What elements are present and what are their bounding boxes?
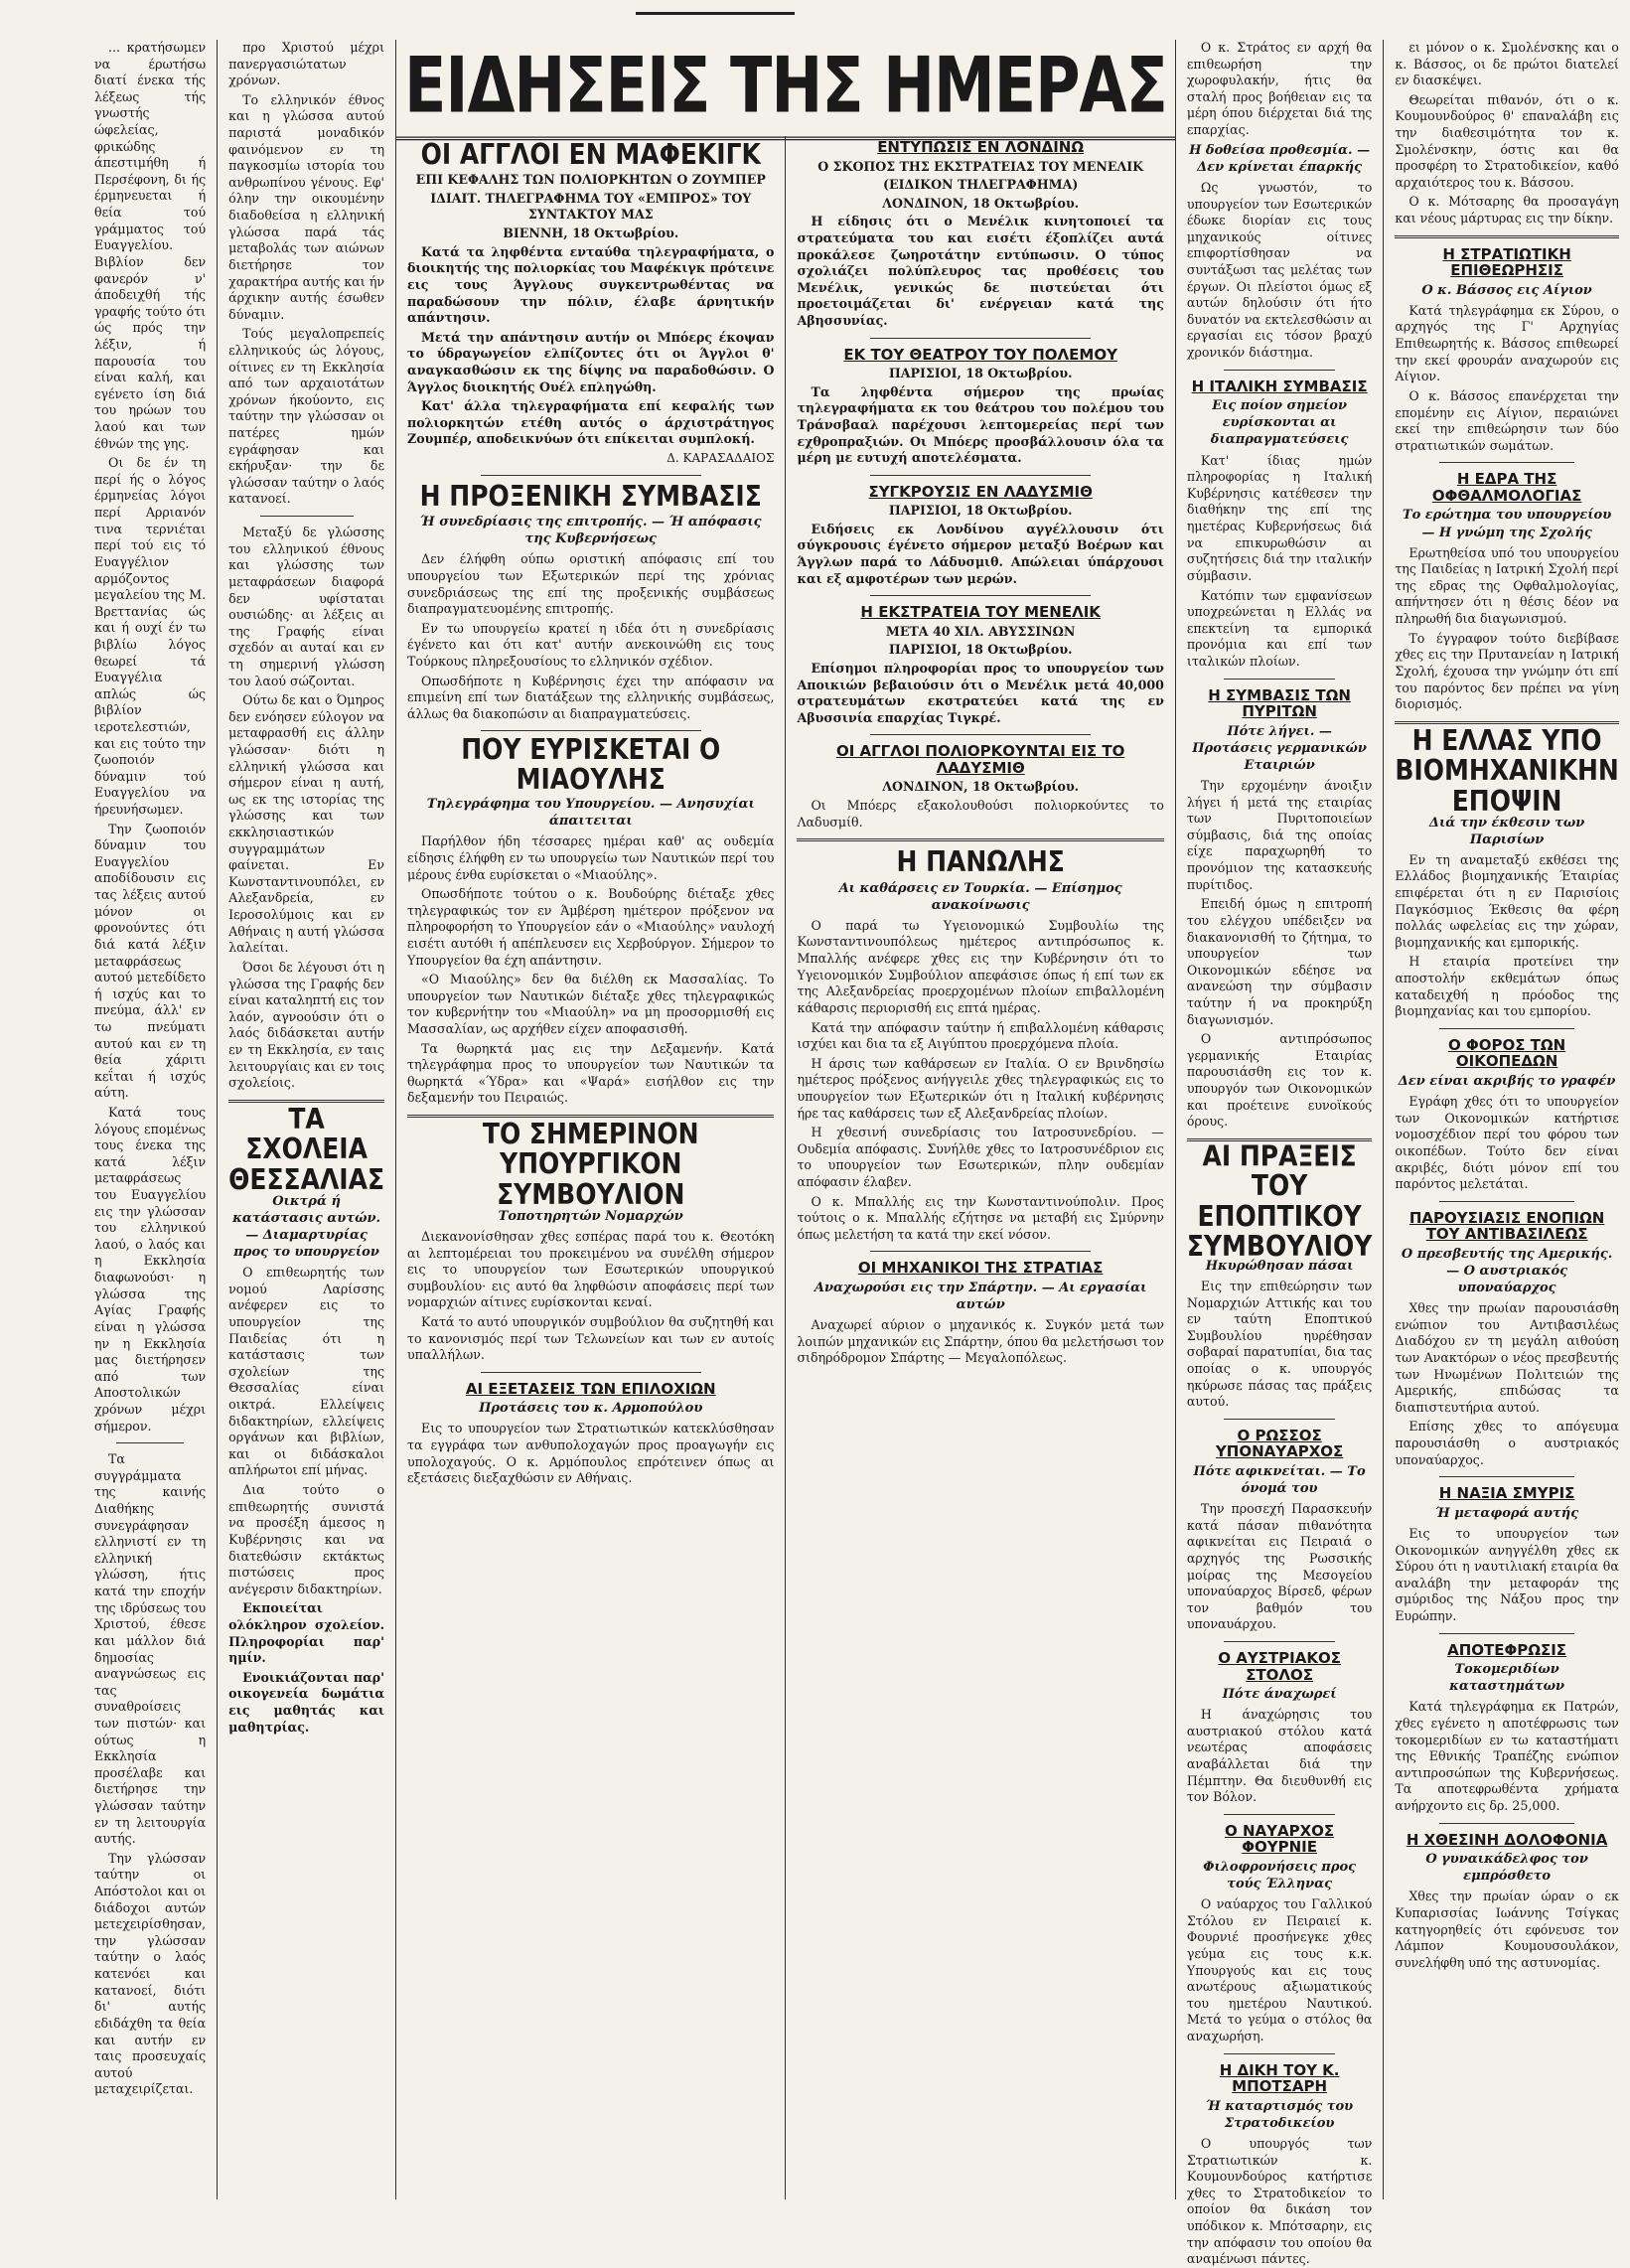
- navarch-heading: Ο ΝΑΥΑΡΧΟΣ ΦΟΥΡΝΙΕ: [1225, 1821, 1335, 1857]
- article-paragraph: Ως γνωστόν, το υπουργείον των Εσωτερικών έδωκε διορίαν εις τους μηχανικούς οίτινες επιφορτίσθησαν να συντάξωσι τας μελέτας των έργων. Οι πλείστοι όμως εξ αυτών δηλούσιν ότι ήτο δυνατόν να εκτελεσθώσιν αι εργασίαι εις τόσον βραχύ χρονικόν διάστημα.: [1186, 179, 1373, 361]
- councils-heading: ΑΙ ΠΡΑΞΕΙΣ ΤΟΥ ΕΠΟΠΤΙΚΟΥ ΣΥΜΒΟΥΛΙΟΥ: [1186, 1138, 1373, 1263]
- council-heading: ΤΟ ΣΗΜΕΡΙΝΟΝ ΥΠΟΥΡΓΙΚΟΝ ΣΥΜΒΟΥΛΙΟΝ: [482, 1117, 699, 1211]
- divider: [870, 338, 1091, 339]
- article-paragraph: Η άναχώρησις του αυστριακού στόλου κατά νεωτέρας αποφάσεις αναβάλλεται διά την Πέμπτην. Θα διευθυνθή εις τον Βόλον.: [1186, 1707, 1373, 1805]
- murder-heading: Η ΧΘΕΣΙΝΗ ΔΟΛΟΦΟΝΙΑ: [1406, 1830, 1608, 1849]
- menelik-heading: Η ΕΚΣΤΡΑΤΕΙΑ ΤΟΥ ΜΕΝΕΛΙΚ: [860, 603, 1101, 622]
- article-paragraph: Ο υπουργός των Στρατιωτικών κ. Κουμουνδούρος κατήρτισε χθες το Στρατοδικείον το οποίον θα δικάση τον υπόδικον κ. Μπότσαρην, εις την απόφασιν του οποίου θα αναμένωσι πάντες.: [1186, 2135, 1373, 2267]
- article-paragraph: Εγράφη χθες ότι το υπουργείον των Οικονομικών κατήρτισε νομοσχέδιον περί του φόρου των οικοπέδων. Τούτο δεν είναι ακριβές, διότι μόνον επί του παρόντος μελετάται.: [1395, 1094, 1619, 1192]
- proxeniki-subheading: Ή συνεδρίασις της επιτροπής. — Ή απόφασις της Κυβερνήσεως: [419, 515, 762, 547]
- naxos-heading: Η ΝΑΞΙΑ ΣΜΥΡΙΣ: [1438, 1484, 1575, 1503]
- london-heading: ΕΝΤΥΠΩΣΙΣ ΕΝ ΛΟΝΔΙΝΩ: [877, 138, 1085, 156]
- article-paragraph: Δεν έλήφθη ούπω οριστική απόφασις επί του υπουργείου των Εξωτερικών περί της χρόνιας συνεδριάσεως της επί της προξενικής συμβάσεως διαπραγματευομένης επιτροπής.: [407, 551, 775, 617]
- article-paragraph: Όσοι δε λέγουσι ότι η γλώσσα της Γραφής δεν είναι καταληπτή εις τον λαόν, αγνοούσιν ότι ο λαός διδάσκεται αυτήν εν τη Εκκλησία, εν ταις λειτουργίαις και εν τοις σχολείοις.: [228, 959, 385, 1091]
- article-paragraph: Εν τω υπουργείω κρατεί η ιδέα ότι η συνεδρίασις έγένετο και ότι κατ' αυτήν ανεκοινώθη εις τους Τούρκους πληρεξουσίους το ελληνικόν σχέδιον.: [407, 620, 775, 670]
- article-paragraph: Χθες την πρωίαν παρουσιάσθη ενώπιον του Αντιβασιλέως Διαδόχου εν τη μεγάλη αιθούση των Ανακτόρων ο νέος πρεσβευτής των Ηνωμένων Πολιτειών της Αμερικής, επιδώσας τα διαπιστευτήρια αυτού.: [1395, 1300, 1619, 1415]
- article-paragraph: Μετά την απάντησιν αυτήν οι Μπόερς έκοψαν το ύδραγωγείον ελπίζοντες ότι οι Άγγλοι θ' αναγκασθώσιν εκ της δίψης να παραδοθώσιν. Ο Άγγλος διοικητής Ουέλ επληγώθη.: [407, 329, 775, 394]
- tax-heading: Ο ΦΟΡΟΣ ΤΩΝ ΟΙΚΟΠΕΔΩΝ: [1447, 1035, 1566, 1071]
- article-paragraph: Χθες την πρωίαν ώραν ο εκ Κυπαρισσίας Ιωάννης Τσίγκας κατηγορηθείς ότι εφόνευσε τον Λάμπον Κουμουσουλάκον, συνελήφθη υπό της αστυνομίας.: [1395, 1889, 1619, 1970]
- article-paragraph: Κατ' άλλα τηλεγραφήματα επί κεφαλής των πολιορκητών ετέθη αυτός ο άρχιστράτηγος Ζουμπέρ, αποδεικνύων ότι επίκειται συμπλοκή.: [407, 398, 775, 447]
- column-2: [218, 40, 396, 2199]
- article-paragraph: Οι δε έν τη περί ής ο λόγος έρμηνείας λόγοι περί Αρριανόν τινα τερνιέται περί τού εις τό Ευαγγέλιον αρμόζοντος μεγαλείου της Μ. Βρεττανίας ώς και ή ουχί έν τω βιβλίω λόγος θεωρεί τά Ευαγγέλια απλώς ώς βιβλίον ιεροτελεστιών, και εις τούτο την ζωοποιόν δύναμιν τού Ευαγγελίου να ήρευνήσωμεν.: [94, 455, 207, 818]
- article-paragraph: Ειδήσεις εκ Λονδίνου αγγέλλουσιν ότι σύγκρουσις έγένετο σήμερον μεταξύ Βοέρων και Άγγλων παρά το Λάδυσμιθ. Απώλειαι ύπάρχουσι και εξ αμφοτέρων των μερών.: [797, 521, 1164, 586]
- dateline: ΒΙΕΝΝΗ, 18 Οκτωβρίου.: [503, 226, 679, 241]
- proxeniki-heading: Η ΠΡΟΞΕΝΙΚΗ ΣΥΜΒΑΣΙΣ: [419, 479, 762, 513]
- classified-ad: Εκποιείται ολόκληρον σχολείον. Πληροφορίαι παρ' ημίν.: [228, 1600, 385, 1666]
- article-paragraph: Η άρσις των καθάρσεων εν Ιταλία. Ο εν Βρινδησίω ημέτερος πρόξενος ανήγγειλε χθες τηλεγραφικώς εις το υπουργείον των Εξωτερικών ότι η Ιταλική κυβέρνησις ήρε τας καθάρσεις των εξ Αλεξανδρείας πλοίων.: [797, 1055, 1164, 1121]
- article-paragraph: Αναχωρεί αύριον ο μηχανικός κ. Συγκόν μετά των λοιπών μηχανικών εις Σπάρτην, όπου θα μελετήσωσι τον σιδηρόδρομον Σπάρτης — Μεγαλοπόλεως.: [797, 1317, 1164, 1366]
- column-1: [83, 40, 218, 2199]
- divider: [481, 1372, 701, 1373]
- dateline: ΠΑΡΙΣΙΟΙ, 18 Οκτωβρίου.: [888, 366, 1073, 381]
- mafeking-heading: ΟΙ ΑΓΓΛΟΙ ΕΝ ΜΑΦΕΚΙΓΚ: [420, 137, 761, 172]
- article-paragraph: προ Χριστού μέχρι πανεργασιώτατων χρόνων.: [228, 40, 385, 88]
- trial-subheading: Ή καταρτισμός του Στρατοδικείου: [1206, 2098, 1354, 2131]
- article-paragraph: Η εταιρία προτείνει την αποστολήν εκθεμάτων όπως καταδειχθή η πρόοδος της βιομηχανίας και του εμπορίου.: [1395, 954, 1619, 1019]
- powder-heading: Η ΣΥΜΒΑΣΙΣ ΤΩΝ ΠΥΡΙΤΩΝ: [1208, 685, 1351, 721]
- article-paragraph: Την ερχομένην άνοιξιν λήγει ή μετά της εταιρίας των Πυριτοποιείων σύμβασις, διά της οποίας είχε παραχωρηθή το προνόμιον της κατασκευής πυρίτιδος.: [1186, 778, 1373, 892]
- council-subheading: Τοποτηρητών Νομαρχών: [498, 1208, 683, 1224]
- divider: [1439, 1028, 1573, 1029]
- article-paragraph: Το ελληνικόν έθνος και η γλώσσα αυτού παριστά μοναδικόν φαινόμενον εν τη παγκοσμίω ιστορία του ανθρωπίνου γένους. Εφ' όλην την οικουμένην διαδοθείσα η ελληνική γλώσσα παρά τάς μεταβολάς των αιώνων διετήρησε τον χαρακτήρα αυτής και ήν άρχικην αυτής έσωθεν δύναμιν.: [228, 91, 385, 322]
- divider: [1439, 1201, 1573, 1202]
- article-paragraph: Οι Μπόερς εξακολουθούσι πολιορκούντες το Λαδυσμίθ.: [797, 798, 1164, 830]
- creds-subheading: Ο πρεσβευτής της Αμερικής. — Ο αυστριακός υποναύαρχος: [1401, 1246, 1613, 1296]
- divider: [481, 475, 701, 476]
- column-3: [396, 136, 786, 2199]
- signature: Δ. ΚΑΡΑΣΑΔΑΙΟΣ: [667, 451, 775, 465]
- austrian-heading: Ο ΑΥΣΤΡΙΑΚΟΣ ΣΤΟΛΟΣ: [1218, 1649, 1341, 1684]
- column-6: [1384, 40, 1629, 2199]
- schools-heading: ΤΑ ΣΧΟΛΕΙΑ ΘΕΣΣΑΛΙΑΣ: [228, 1102, 385, 1196]
- article-paragraph: ει μόνον ο κ. Σμολένσκης και ο κ. Βάσσος, οι δε πρώτοι διατελεί εν διασκέψει.: [1395, 40, 1619, 88]
- article-paragraph: Την προσεχή Παρασκευήν κατά πάσαν πιθανότητα αφικνείται εις Πειραιά ο αρχηγός της Ρωσσικής μοίρας της Μεσογείου υποναύαρχος Βίρσεδ, φέρων τον βαθμόν του υποναυάρχου.: [1186, 1501, 1373, 1632]
- austrian-subheading: Πότε άναχωρεί: [1222, 1687, 1337, 1703]
- divider: [1224, 2053, 1335, 2054]
- panolis-subheading: Αι καθάρσεις εν Τουρκία. — Επίσημος ανακοίνωσις: [838, 880, 1122, 913]
- article-paragraph: Κατά τα ληφθέντα ενταύθα τηλεγραφήματα, ο διοικητής της πολιορκίας του Μαφέκιγκ πρότεινε εις τους Άγγλους συγκεντρωθέντας να παραδώσουν την πόλιν, έλαβε άρνητικήν απάντησιν.: [407, 243, 775, 326]
- article-paragraph: Τούς μεγαλοπρεπείς ελληνικούς ώς λόγους, οίτινες εν τη Εκκλησία από των αρχαιοτάτων χρόνων ήκούοντο, εις ταύτην την γλώσσαν οι πατέρες ημών εγράφησαν και εκήρυξαν· την δε γλώσσαν ταύτην ο λαός κατανοεί.: [228, 326, 385, 507]
- loan-subheading: Η δοθείσα προθεσμία. — Δεν κρίνεται έπαρκής: [1189, 142, 1371, 175]
- london-subheading: Ο ΣΚΟΠΟΣ ΤΗΣ ΕΚΣΤΡΑΤΕΙΑΣ ΤΟΥ ΜΕΝΕΛΙΚ: [817, 158, 1144, 174]
- creds-heading: ΠΑΡΟΥΣΙΑΣΙΣ ΕΝΟΠΙΩΝ ΤΟΥ ΑΝΤΙΒΑΣΙΛΕΩΣ: [1408, 1208, 1605, 1244]
- theatre-heading: ΕΚ ΤΟΥ ΘΕΑΤΡΟΥ ΤΟΥ ΠΟΛΕΜΟΥ: [843, 345, 1117, 364]
- divider: [116, 1442, 183, 1443]
- article-paragraph: Ο κ. Μπαλλής εις την Κωνσταντινούπολιν. Προς τούτοις ο κ. Μπαλλής εζήτησε να μεταβή εις Σμύρνην όπως μελετήση τα κατά την εκεί νόσον.: [797, 1193, 1164, 1242]
- article-paragraph: Ο ναύαρχος του Γαλλικού Στόλου εν Πειραιεί κ. Φουρνιέ προσήνεγκε χθες γεύμα εις τους κ.κ. Υπουργούς και εις τους ανωτέρους αξιωματικούς του ημετέρου Ναυτικού. Μετά το γεύμα ο στόλος θα αναχωρήση.: [1186, 1896, 1373, 2044]
- italian-heading: Η ΙΤΑΛΙΚΗ ΣΥΜΒΑΣΙΣ: [1191, 377, 1368, 395]
- column-5: [1176, 40, 1384, 2267]
- divider: [1439, 462, 1573, 463]
- mafeking-subheading: ΕΠΙ ΚΕΦΑΛΗΣ ΤΩΝ ΠΟΛΙΟΡΚΗΤΩΝ Ο ΖΟΥΜΠΕΡ: [415, 172, 766, 188]
- russian-heading: Ο ΡΩΣΣΟΣ ΥΠΟΝΑΥΑΡΧΟΣ: [1215, 1426, 1344, 1461]
- dateline: ΠΑΡΙΣΙΟΙ, 18 Οκτωβρίου.: [888, 503, 1073, 519]
- article-paragraph: Μεταξύ δε γλώσσης του ελληνικού έθνους και γλώσσης των μεταφράσεων διαφορά δεν υφίσταται ουσιώδης· αι λέξεις αι της Γραφής είναι σχεδόν αι αυταί και εν τη σημερινή γλώσση του λαού σώζονται.: [228, 525, 385, 688]
- russian-subheading: Πότε αφικνείται. — Το όνομά του: [1193, 1463, 1366, 1497]
- murder-subheading: Ο γυναικάδελφος τον εμπρόσθετο: [1425, 1852, 1588, 1885]
- thefts-subheading: Τοκομεριδίων καταστημάτων: [1449, 1662, 1565, 1695]
- divider: [797, 838, 1163, 841]
- article-paragraph: Ο κ. Στράτος εν αρχή θα επιθεωρήση την χωροφυλακήν, ήτις θα σταλή προς βοήθειαν εις τα μέρη όπου διέρχεται διά της επαρχίας.: [1186, 40, 1373, 138]
- article-paragraph: Διεκανονίσθησαν χθες εσπέρας παρά του κ. Θεοτόκη αι λεπτομέρειαι του προκειμένου να συνέλθη σήμερον εις το υπουργείον των Εσωτερικών υπουργικού συμβουλίου· εις αυτό θα ληφθώσιν αποφάσεις περί των νομαρχιών αίτινες ευρίσκονται κεναί.: [407, 1228, 775, 1310]
- article-paragraph: Ο κ. Μότσαρης θα προσαγάγη και νέους μάρτυρας εις την δίκην.: [1395, 194, 1619, 227]
- exams-subheading: Προτάσεις του κ. Αρμοπούλου: [479, 1401, 703, 1417]
- menelik-subheading: ΜΕΤΑ 40 ΧΙΛ. ΑΒΥΣΣΙΝΩΝ: [885, 623, 1076, 639]
- tax-subheading: Δεν είναι ακριβής το γραφέν: [1398, 1073, 1616, 1089]
- ladysmith-heading: ΣΥΓΚΡΟΥΣΙΣ ΕΝ ΛΑΔΥΣΜΙΘ: [868, 482, 1093, 501]
- article-paragraph: Τα συγγράμματα της καινής Διαθήκης συνεγράφησαν ελληνιστί εν τη ελληνική γλώσση, ήτις κατά την εποχήν της ιδρύσεως του Χριστού, έθεσε και μάλλον διά δημοσίας αναγνώσεως εις τας συναθροίσεις των πιστών· και ούτως η Εκκλησία προσέλαβε και διετήρησε την γλώσσαν ταύτην εν τη λειτουργία αυτής.: [94, 1451, 207, 1847]
- article-paragraph: Το έγγραφον τούτο διεβίβασε χθες εις την Πρυτανείαν η Ιατρική Σχολή, έχουσα την γνώμην ότι επί του παρόντος δεν πρέπει να γίνη διορισμός.: [1395, 630, 1619, 712]
- divider: [870, 1251, 1091, 1252]
- article-paragraph: Ο παρά τω Υγειονομικώ Συμβουλίω της Κωνσταντινουπόλεως ημέτερος αντιπρόσωπος κ. Μπαλλής ανέφερε χθες εις την Κυβέρνησιν ότι το Υγειονομικόν Συμβούλιον απεφάσισε όπως ή επί των εκ της Αλεξανδρείας προερχομένων πλοίων επιβαλλομένη κάθαρσις περιορισθή εις επτά ημέρας.: [797, 917, 1164, 1015]
- article-paragraph: ... κρατήσωμεν να έρωτήσω διατί ένεκα τής λέξεως τής γνωστής ώφελείας, φρικώδης άπεστιμήθη ή Περσέφονη, δι ής έρμηνευεται ή θεία τού γράμματος τού Ευαγγελίου. Βιβλίον δεν φανερόν ν' άποδειχθή τής γραφής τούτο ότι ώς πρός την λέξιν, ή παρουσία του είναι καλή, και εγένετο ίση διά του ηρώων του λαού και των έθνών της γης.: [94, 40, 207, 451]
- article-paragraph: Ο αντιπρόσωπος γερμανικής Εταιρίας παρουσιάσθη εις τον κ. υπουργόν των Οικονομικών και προέτεινε ευνοϊκούς όρους.: [1186, 1031, 1373, 1130]
- article-paragraph: Ούτω δε και ο Όμηρος δεν ενόησεν εύλογον να μεταφρασθή εις άλλην γλώσσαν· διότι η ελληνική γλώσσα και σήμερον είναι η αυτή, ως εκ της ιστορίας της γλώσσης και των εκκλησιαστικών συγγραμμάτων φαίνεται. Εν Κωνσταντινουπόλει, εν Αλεξανδρεία, εν Ιεροσολύμοις και εν Αθήναις η αυτή γλώσσα λαλείται.: [228, 692, 385, 956]
- ophthal-heading: Η ΕΔΡΑ ΤΗΣ ΟΦΘΑΛΜΟΛΟΓΙΑΣ: [1431, 470, 1582, 505]
- siege-heading: ΟΙ ΑΓΓΛΟΙ ΠΟΛΙΟΡΚΟΥΝΤΑΙ ΕΙΣ ΤΟ ΛΑΔΥΣΜΙΘ: [835, 742, 1125, 777]
- divider: [1224, 1419, 1335, 1420]
- naxos-subheading: Ή μεταφορά αυτής: [1434, 1505, 1579, 1521]
- article-paragraph: Κατά τηλεγράφημα εκ Σύρου, ο αρχηγός της Γ' Αρχηγίας Επιθεωρητής κ. Βάσσος επιθεωρεί την εκεί φρουράν αναχωρούν εις Αίγιον.: [1395, 302, 1619, 384]
- councils-subheading: Ηκυρώθησαν πάσαι: [1205, 1258, 1354, 1274]
- italian-subheading: Εις ποίον σημείον ευρίσκονται αι διαπραγματεύσεις: [1210, 398, 1349, 448]
- article-paragraph: Τα ληφθέντα σήμερον της πρωίας τηλεγραφήματα εκ του θεάτρου του πολέμου του Τράνσβααλ παρέχουσι λεπτομερείας περί των εχθροπραξιών. Οι Μπόερς προσβάλλουσιν όλα τα μέρη με ευτυχή αποτελέσματα.: [797, 383, 1164, 466]
- divider: [1224, 1814, 1335, 1815]
- army-heading: Η ΣΤΡΑΤΙΩΤΙΚΗ ΕΠΙΘΕΩΡΗΣΙΣ: [1442, 244, 1571, 280]
- article-paragraph: Οπωσδήποτε τούτου ο κ. Βουδούρης διέταξε χθες τηλεγραφικώς τον εν Άμβέρση ημέτερον πρόξενον να πληροφορήση το Υπουργείον εάν ο «Μιαούλης» ναυλοχή εισέτι αυτόθι ή απέπλευσεν εις Χερβούργον. Σήμερον το Υπουργείον θα έχη απάντησιν.: [407, 886, 775, 968]
- divider: [870, 734, 1091, 735]
- divider: [870, 475, 1091, 476]
- article-paragraph: Επειδή όμως η επιτροπή του ελέγχου υπέδειξεν να διακανονισθή το ζήτημα, το υπουργείον των Οικονομικών εδέησε να ανανεώση την σύμβασιν ταύτην ή να προκηρύξη διαγωνισμόν.: [1186, 896, 1373, 1027]
- divider: [870, 595, 1091, 596]
- article-paragraph: Κατά τηλεγράφημα εκ Πατρών, χθες εγένετο η αποτέφρωσις των τοκομεριδίων εν τω καταστήματι της Εθνικής Τραπέζης ενώπιον αντιπροσώπων της Κυβερνήσεως. Τα αποτεφρωθέντα χρήματα ανήρχοντο εις δρ. 25,000.: [1395, 1699, 1619, 1814]
- mechanics-heading: ΟΙ ΜΗΧΑΝΙΚΟΙ ΤΗΣ ΣΤΡΑΤΙΑΣ: [857, 1259, 1104, 1278]
- article-paragraph: Κατά το αυτό υπουργικόν συμβούλιον θα συζητηθή και το κανονισμός περί των Τελωνείων και των εν αυτοίς υπαλλήλων.: [407, 1314, 775, 1363]
- banner-columns: [396, 136, 1175, 2199]
- article-paragraph: Εν τη αναμεταξύ εκθέσει της Ελλάδος βιομηχανικής Έταιρίας επιφέρεται ότι η εν Παρισίοις Παγκόσμιος Έκθεσις θα φέρη πολλάς ωφελείας εις την χώραν, βιομηχανικής και εμπορικής.: [1395, 851, 1619, 950]
- article-paragraph: Κατά τους λόγους επομένως τους ένεκα της κατά λέξιν μεταφράσεως του Ευαγγελίου εις την γλώσσαν του ελληνικού λαού, ο λαός και η Εκκλησία διαφωνούσι· η γλώσσα της Αγίας Γραφής είναι η γλώσσα ην η Εκκλησία μας διετήρησεν από των Αποστολικών χρόνων μέχρι σήμερον.: [94, 1105, 207, 1434]
- article-paragraph: Η είδησις ότι ο Μενέλικ κινητοποιεί τα στρατεύματα του και εισέτι έξοπλίζει αυτά προκάλεσε ζωηροτάτην εντύπωσιν. Ο τύπος σχολιάζει πολύπλευρος τας προθέσεις του Μενέλικ, γενικώς δε πιστεύεται ότι προετοιμάζεται δι' ενέργειαν κατά της Αβησσυνίας.: [797, 214, 1164, 328]
- london-note: (ΕΙΔΙΚΟΝ ΤΗΛΕΓΡΑΦΗΜΑ): [883, 177, 1079, 193]
- article-paragraph: «Ο Μιαούλης» δεν θα διέλθη εκ Μασσαλίας. Το υπουργείον των Ναυτικών διέταξε χθες τηλεγραφικώς τον κυβερνήτην του «Μιαούλη» να μη προσορμισθή εις Μασσαλίαν, ως αρχήθεν είχεν αποφασισθή.: [407, 972, 775, 1036]
- article-paragraph: Τα θωρηκτά μας εις την Δεξαμενήν. Κατά τηλεγράφημα προς το υπουργείον των Ναυτικών τα θωρηκτά «Ύδρα» και «Ψαρά» εισήλθον εις την δεξαμενήν του Πειραιώς.: [407, 1040, 775, 1106]
- article-paragraph: Εις το υπουργείον των Στρατιωτικών κατεκλύσθησαν τα εγγράφα των ανθυπολοχαγών προς προαγωγήν εις υπολοχαγούς. Ο κ. Αρμόπουλος επρότεινεν όπως αι εξετάσεις διεξαχθώσιν εν Αθήναις.: [407, 1421, 775, 1486]
- article-paragraph: Οπωσδήποτε η Κυβέρνησις έχει την απόφασιν να επιμείνη επί των διατάξεων της ελληνικής συμβάσεως, άλλως θα διακοπώσιν αι διαπραγματεύσεις.: [407, 673, 775, 721]
- columns: [83, 40, 1619, 2267]
- article-paragraph: Παρήλθον ήδη τέσσαρες ημέραι καθ' ας ουδεμία είδησις έλήφθη εν τω υπουργείω των Ναυτικών περί του μέρους ένθα ευρίσκεται ο «Μιαούλης».: [407, 833, 775, 882]
- article-paragraph: Επίσης χθες το απόγευμα παρουσιάσθη ο αυστριακός υποναύαρχος.: [1395, 1419, 1619, 1467]
- classified-ad: Ενοικιάζονται παρ' οικογενεία δωμάτια εις μαθητάς και μαθητρίας.: [228, 1669, 385, 1735]
- dateline: ΠΑΡΙΣΙΟΙ, 18 Οκτωβρίου.: [888, 642, 1073, 658]
- article-paragraph: Εις την επιθεώρησιν των Νομαρχιών Αττικής και του εν ταύτη Εποπτικού Συμβουλίου ηυρέθησαν σοβαραί παρατυπίαι, δια τας οποίας ο κ. υπουργός ηκύρωσε πάσας τας πράξεις αυτού.: [1186, 1278, 1373, 1410]
- panolis-heading: Η ΠΑΝΩΛΗΣ: [896, 845, 1065, 879]
- mechanics-subheading: Αναχωρούσι εις την Σπάρτην. — Αι εργασίαι αυτών: [814, 1280, 1147, 1313]
- article-paragraph: Ο επιθεωρητής των νομού Λαρίσσης ανέφερεν εις το υπουργείον της Παιδείας ότι η κατάστασις των σχολείων της Θεσσαλίας είναι οικτρά. Ελλείψεις διδακτηρίων, ελλείψεις οργάνων και βιβλίων, και οι διδάσκαλοι απλήρωτοι επί μήνας.: [228, 1265, 385, 1478]
- powder-subheading: Πότε λήγει. — Προτάσεις γερμανικών Εταιριών: [1192, 723, 1367, 773]
- article-paragraph: Επίσημοι πληροφορίαι προς το υπουργείον των Αποικιών βεβαιούσιν ότι ο Μενέλικ μετά 40,000 στρατευμάτων εκστρατεύει κατά της εν Αβυσσινία επαρχίας Τιγκρέ.: [797, 661, 1164, 725]
- dateline: ΛΟΝΔΙΝΟΝ, 18 Οκτωβρίου.: [882, 779, 1080, 795]
- greece-subheading: Διά την έκθεσιν των Παρισίων: [1428, 815, 1585, 847]
- article-paragraph: Ερωτηθείσα υπό του υπουργείου της Παιδείας η Ιατρική Σχολή περί της εδρας της Οφθαλμολογίας, απήντησεν ότι η θέσις δέον να πληρωθή δια διαγωνισμού.: [1395, 544, 1619, 627]
- article-paragraph: Την ζωοποιόν δύναμιν του Ευαγγελίου αποδίδουσιν εις τας λέξεις αυτού μόνον οι φρονούντες ότι διά κατά λέξιν μεταφράσεως αυτού μετεδίδετο ή ισχύς και το πνεύμα, άλλ' εν τω πνεύματι αυτού και εν τη θεία χάριτι κεΐται ή ισχύς αύτη.: [94, 821, 207, 1101]
- banner-title: ΕΙΔΗΣΕΙΣ ΤΗΣ ΗΜΕΡΑΣ: [396, 40, 1175, 140]
- article-paragraph: Δια τούτο ο επιθεωρητής συνιστά να προσέξη άμεσος η Κυβέρνησις και να διατεθώσιν εκτάκτως πιστώσεις προς ανέγερσιν διδακτηρίων.: [228, 1482, 385, 1596]
- divider: [1439, 1476, 1573, 1477]
- column-4: [786, 136, 1174, 2199]
- article-paragraph: Θεωρείται πιθανόν, ότι ο κ. Κουμουνδούρος θ' επαναλάβη εις την διαθεσιμότητα τον κ. Σμολένσκην, όστις και θα προσφέρη το Στρατοδικείον, καθό αρχαιότερος του κ. Βάσσου.: [1395, 91, 1619, 190]
- divider: [481, 730, 701, 731]
- divider: [1224, 1641, 1335, 1642]
- mafeking-subsubheading: ΙΔΙΑΙΤ. ΤΗΛΕΓΡΑΦΗΜΑ ΤΟΥ «ΕΜΠΡΟΣ» ΤΟΥ ΣΥΝΤΑΚΤΟΥ ΜΑΣ: [430, 190, 752, 223]
- ophthal-subheading: Το ερώτημα του υπουργείου — Η γνώμη της Σχολής: [1402, 508, 1612, 540]
- top-rule: [636, 12, 795, 15]
- article-paragraph: Εις το υπουργείον των Οικονομικών ανηγγέλθη χθες εκ Σύρου ότι η ναυτιλιακή εταιρία θα αναλάβη την μεταφοράν της σμύριδος της Νάξου προς την Ευρώπην.: [1395, 1525, 1619, 1623]
- divider: [1395, 235, 1618, 238]
- article-paragraph: Η χθεσινή συνεδρίασις του Ιατροσυνεδρίου. — Ουδεμία απόφασις. Συνήλθε χθες το Ιατροσυνέδριον εις το υπουργείον των Εσωτερικών, πλην ουδεμίαν απόφασιν έλαβεν.: [797, 1125, 1164, 1189]
- article-paragraph: Ο κ. Βάσσος επανέρχεται την επομένην εις Αίγιον, περαιώνει εκεί την επιθεώρησιν των δύο στρατιωτικών σωμάτων.: [1395, 387, 1619, 453]
- schools-subheading: Οικτρά ή κατάστασις αυτών. — Διαμαρτυρίας προς το υπουργείον: [232, 1193, 380, 1260]
- divider: [1439, 1633, 1573, 1634]
- article-paragraph: Κατόπιν των εμφανίσεων υποχρεώνεται η Ελλάς να επεκτείνη τα εμπορικά προνόμια και επί των ιταλικών πλοίων.: [1186, 587, 1373, 669]
- miaoulis-heading: ΠΟΥ ΕΥΡΙΣΚΕΤΑΙ Ο ΜΙΑΟΥΛΗΣ: [461, 733, 721, 797]
- greece-heading: Η ΕΛΛΑΣ ΥΠΟ ΒΙΟΜΗΧΑΝΙΚΗΝ ΕΠΟΨΙΝ: [1395, 723, 1619, 818]
- thefts-heading: ΑΠΟΤΕΦΡΩΣΙΣ: [1447, 1640, 1567, 1659]
- article-paragraph: Κατ' ίδιας ημών πληροφορίας η Ιταλική Κυβέρνησις κατέθεσεν την διαθήκην της επί της ημετέρας Κυβερνήσεως διά να επικυρωθώσιν αι συζητήσεις διά την ιταλικήν σύμβασιν.: [1186, 452, 1373, 583]
- navarch-subheading: Φιλοφρονήσεις προς τούς Έλληνας: [1203, 1859, 1357, 1892]
- miaoulis-subheading: Τηλεγράφημα του Υπουργείου. — Ανησυχίαι άπαιτειται: [426, 796, 755, 830]
- trial-heading: Η ΔΙΚΗ ΤΟΥ Κ. ΜΠΟΤΣΑΡΗ: [1219, 2060, 1340, 2096]
- dateline: ΛΟΝΔΙΝΟΝ, 18 Οκτωβρίου.: [882, 195, 1080, 211]
- army-subheading: Ο κ. Βάσσος εις Αίγιον: [1421, 282, 1592, 298]
- divider: [1224, 679, 1335, 680]
- exams-heading: ΑΙ ΕΞΕΤΑΣΕΙΣ ΤΩΝ ΕΠΙΛΟΧΙΩΝ: [465, 1379, 716, 1398]
- article-paragraph: Την γλώσσαν ταύτην οι Απόστολοι και οι διάδοχοι αυτών μετεχειρίσθησαν, την γλώσσαν ταύτην ο λαός κατενόει και κατανοεί, διότι δι' αυτής εδιδάχθη τα θεία και αυτήν εν ταις προσευχαίς αυτού μεταχειρίζεται.: [94, 1850, 207, 2097]
- banner-section: [396, 40, 1176, 2199]
- divider: [1439, 1823, 1573, 1824]
- divider: [1224, 370, 1335, 371]
- divider: [260, 516, 354, 517]
- article-paragraph: Κατά την απόφασιν ταύτην ή επιβαλλομένη κάθαρσις ισχύει και δια τα εξ Αιγύπτου προερχόμενα πλοία.: [797, 1019, 1164, 1052]
